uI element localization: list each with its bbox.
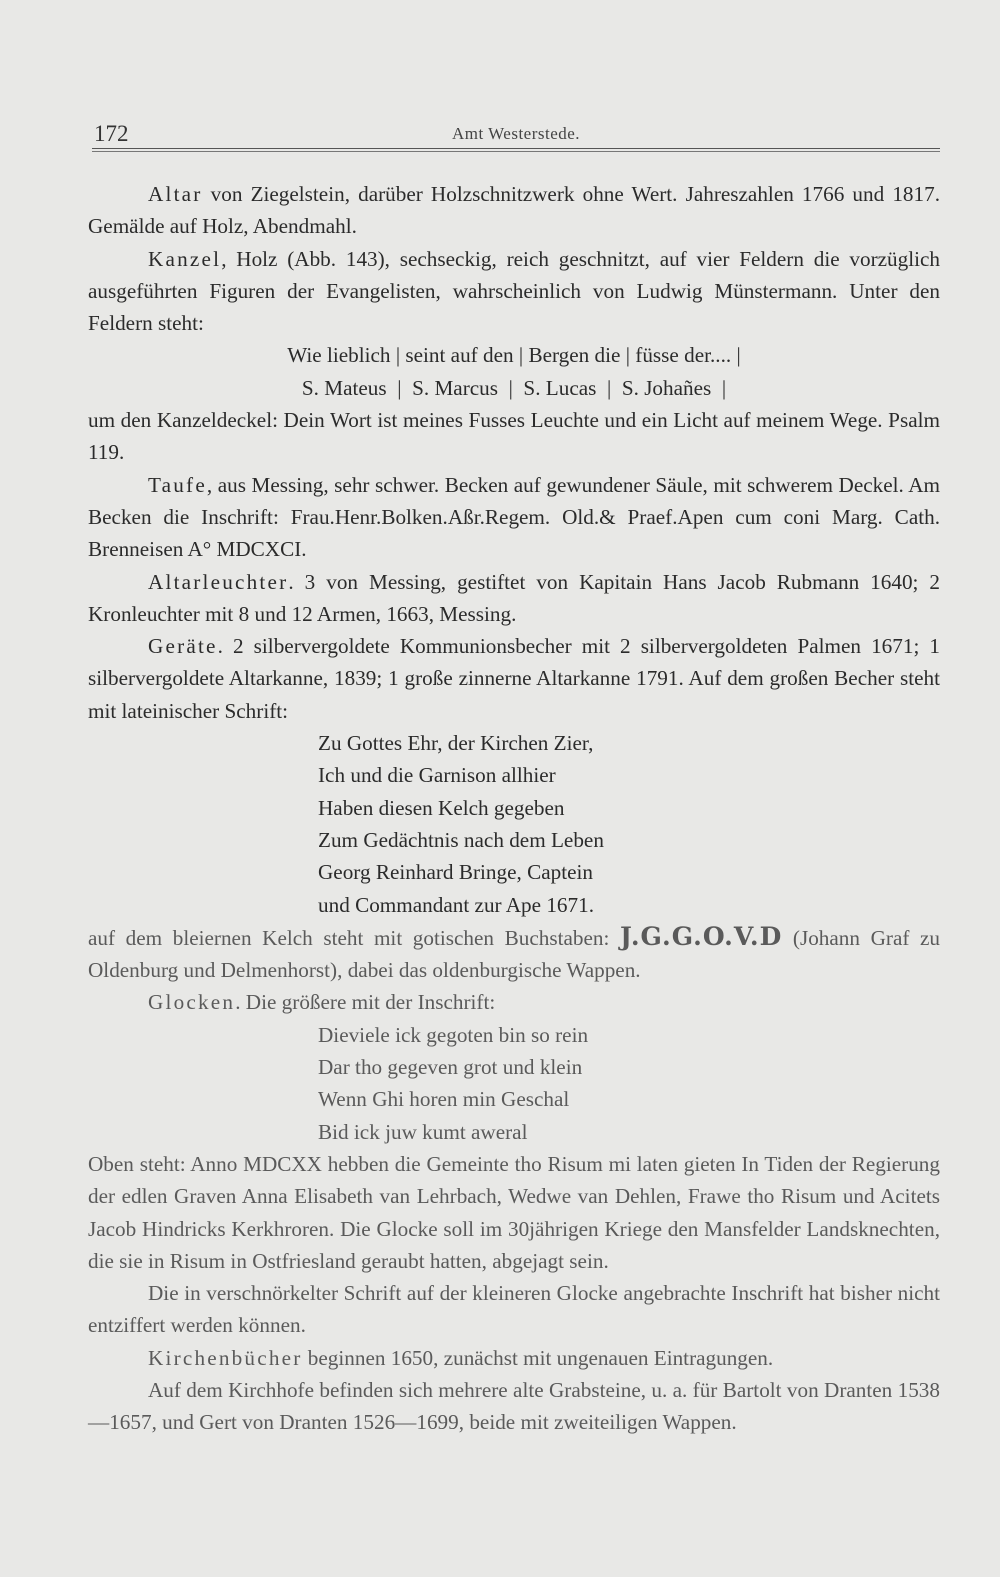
heading-taufe: Taufe xyxy=(148,472,207,497)
kanzel-inscription-line-2: S. Mateus | S. Marcus | S. Lucas | S. Johañes | xyxy=(301,375,727,400)
paragraph-oben-steht: Oben steht: Anno MDCXX hebben die Gemeinte tho Risum mi laten gieten In Tiden der Regierung der edlen Graven Anna Elisabeth van Lehrbach, Wedwe van Dehlen, Frawe tho Risum und Acitets Jacob Hindricks Kerkhroren. Die Glocke soll im 30jährigen Kriege den Mansfelder Landsknechten, die sie in Risum in Ostfriesland geraubt hatten, abgejagt sein. xyxy=(88,1151,940,1273)
verse-line: Georg Reinhard Bringe, Captein xyxy=(318,860,593,885)
header-rule xyxy=(92,148,940,152)
verse-line: Dieviele ick gegoten bin so rein xyxy=(318,1022,589,1047)
heading-kanzel: Kanzel xyxy=(148,246,222,271)
verse-line: Dar tho gegeven grot und klein xyxy=(318,1055,583,1080)
body-text xyxy=(88,178,940,1439)
kanzel-inscription-line-1: Wie lieblich | seint auf den | Bergen die | füsse der.... | xyxy=(287,343,741,368)
verse-line: Wenn Ghi horen min Geschal xyxy=(318,1087,570,1112)
heading-kirchenbuecher: Kirchenbücher xyxy=(148,1345,303,1370)
gothic-letters: J.G.G.O.V.D xyxy=(619,921,783,951)
paragraph-glocken xyxy=(88,986,940,1018)
verse-line: Zu Gottes Ehr, der Kirchen Zier, xyxy=(318,731,594,756)
paragraph-kirchhof: Auf dem Kirchhofe befinden sich mehrere alte Grabsteine, u. a. für Bartolt von Dranten 1538—1657, und Gert von Dranten 1526—1699, beide mit zweiteiligen Wappen. xyxy=(88,1377,940,1435)
paragraph-kanzeldeckel: um den Kanzeldeckel: Dein Wort ist meines Fusses Leuchte und ein Licht auf meinem Wege. Psalm 119. xyxy=(88,408,940,465)
text-johann-graf: (Johann Graf zu Oldenburg und Delmenhorst), dabei das oldenburgische Wappen. xyxy=(88,925,940,983)
heading-altar: Altar xyxy=(148,182,203,206)
paragraph-kleinere-glocke: Die in verschnörkelter Schrift auf der kleineren Glocke angebrachte Inschrift hat bisher nicht entziffert werden können. xyxy=(88,1281,940,1338)
verse-line: Zum Gedächtnis nach dem Leben xyxy=(318,827,604,852)
verse-line: und Commandant zur Ape 1671. xyxy=(318,892,594,917)
text-geraete: . 2 silbervergoldete Kommunionsbecher mit 2 silbervergoldeten Palmen 1671; 1 silbervergoldete Altarkanne, 1839; 1 große zinnerne Altarkanne 1791. Auf dem großen Becher steht mit lateinischer Schrift: xyxy=(88,634,940,723)
paragraph-bleierner-kelch xyxy=(88,921,940,987)
text-altar: von Ziegelstein, darüber Holzschnitzwerk ohne Wert. Jahreszahlen 1766 und 1817. Gemälde auf Holz, Abendmahl. xyxy=(88,182,940,239)
paragraph-altarleuchter xyxy=(88,566,940,631)
paragraph-kanzel xyxy=(88,243,940,340)
text-kanzel: , Holz (Abb. 143), sechseckig, reich geschnitzt, auf vier Feldern die vorzüglich ausgeführten Figuren der Evangelisten, wahrscheinlich von Ludwig Münstermann. Unter den Feldern steht: xyxy=(88,246,940,336)
verse-line: Bid ick juw kumt aweral xyxy=(318,1119,528,1144)
paragraph-altar xyxy=(88,178,940,243)
heading-geraete: Geräte xyxy=(148,634,218,659)
paragraph-geraete xyxy=(88,630,940,727)
paragraph-kirchenbuecher xyxy=(88,1342,940,1374)
text-kirchenbuecher: beginnen 1650, zunächst mit ungenauen Eintragungen. xyxy=(302,1345,774,1370)
page-number: 172 xyxy=(94,121,129,146)
heading-glocken: Glocken xyxy=(148,990,236,1015)
text-altarleuchter: . 3 von Messing, gestiftet von Kapitain Hans Jacob Rubmann 1640; 2 Kronleuchter mit 8 und 12 Armen, 1663, Messing. xyxy=(88,569,940,626)
heading-altarleuchter: Altarleuchter xyxy=(148,569,289,594)
text-glocken: . Die größere mit der Inschrift: xyxy=(235,990,496,1015)
verse-line: Haben diesen Kelch gegeben xyxy=(318,795,565,820)
text-bleierner-kelch: auf dem bleiernen Kelch steht mit gotischen Buchstaben: xyxy=(88,925,620,950)
running-head: Amt Westerstede. xyxy=(451,124,581,143)
verse-line: Ich und die Garnison allhier xyxy=(318,763,556,788)
text-taufe: , aus Messing, sehr schwer. Becken auf gewundener Säule, mit schwerem Deckel. Am Becken die Inschrift: Frau.Henr.Bolken.Aßr.Regem. Old.& Praef.Apen cum coni Marg. Cath. Brenneisen A° MDCXCI. xyxy=(88,472,940,562)
paragraph-taufe xyxy=(88,469,940,566)
page-header xyxy=(92,118,940,148)
